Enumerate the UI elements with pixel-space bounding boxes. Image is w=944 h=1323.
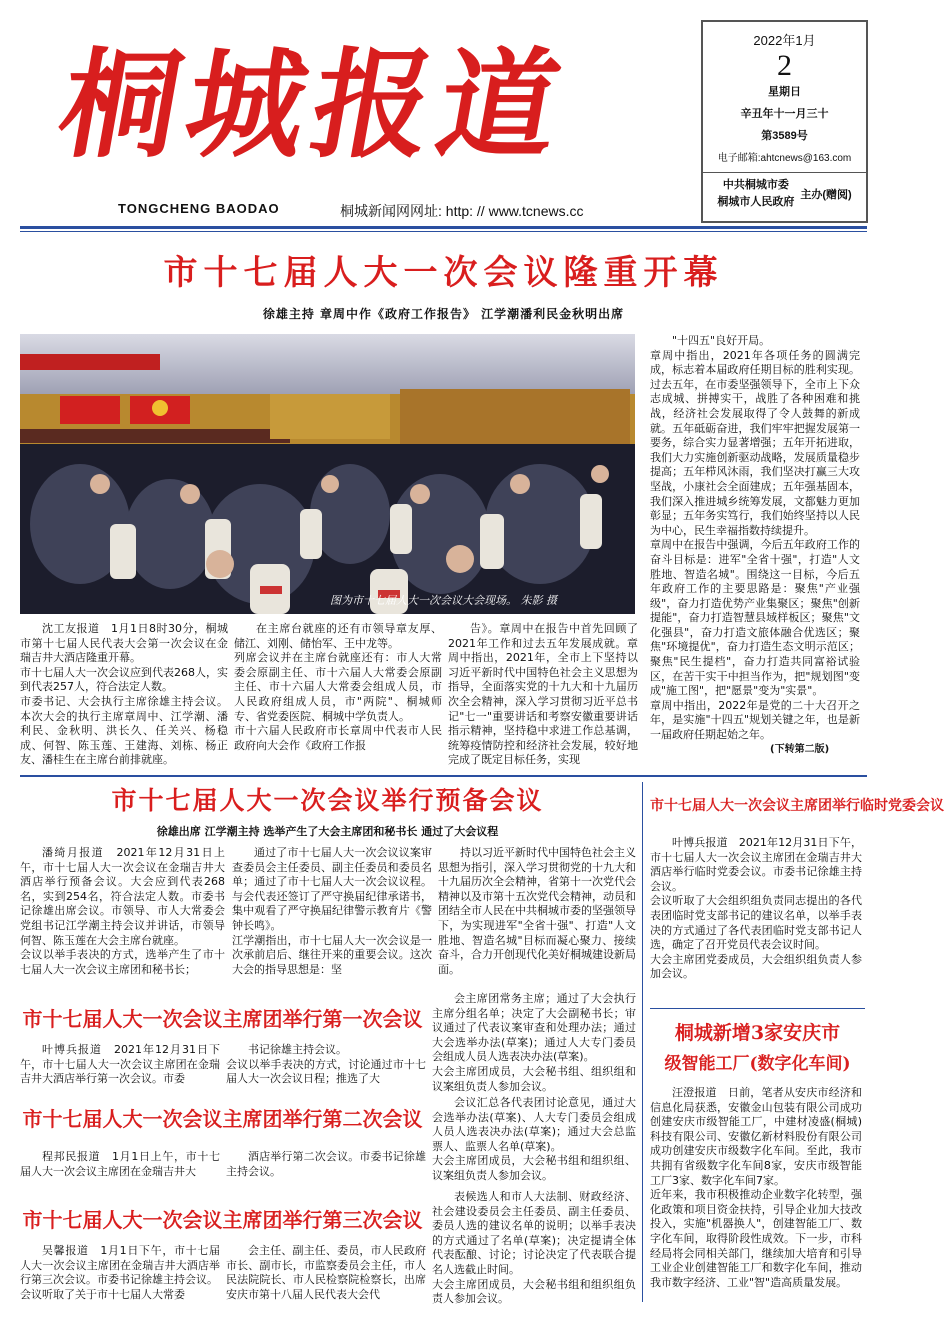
art5-column-3	[432, 1190, 636, 1308]
lead-continued: (下转第二版)	[770, 744, 830, 755]
side2-text: 汪澄报道 日前，笔者从安庆市经济和信息化局获悉，安徽金山包装有限公司成功创建安庆市级智能工厂，中建材凌盛(桐城)科技有限公司、安徽亿新材料股份有限公司成功创建安庆市级数字化车间。至此，我市共拥有省级数字化车间8家，安庆市级智能工厂3家、数字化车间7家。 近年来，我市积极推动企业数字化转型，强化政策和项目资金扶持，引导企业加大技改投入，实施"机器换人"，创建智能工厂、数字化车间，取得阶段性成效。下一步，市科经局将会同相关部门，继续加大培育和引导工业企业创建智能工厂和数字化车间，推动我市数字经济、工业"智"造高质量发展。	[650, 1086, 862, 1289]
art4-col2-text: 酒店举行第二次会议。市委书记徐雄主持会议。	[226, 1150, 426, 1178]
column-divider	[642, 782, 643, 1302]
lead-column-2	[234, 622, 442, 772]
art4-column-1	[20, 1150, 220, 1182]
side1-text: 叶博兵报道 2021年12月31日下午，市十七届人大一次会议主席团在金瑞吉井大酒店举行临时党委会议。市委书记徐雄主持会议。 会议听取了大会组织组负责同志提出的各代表团临时党支部书记的建议名单，以举手表决的方式通过了各代表团临时党支部书记人选，确定了召开党员代表会议时间。 大会主席团党委成员，大会组织组负责人参加会议。	[650, 836, 862, 981]
sponsor-party: 中共桐城市委	[722, 179, 789, 191]
art2-col2-text: 通过了市十七届人大一次会议议案审查委员会主任委员、副主任委员和委员名单；通过了市十七届人大一次会议议程。与会代表还签订了严守换届纪律承诺书，集中观看了严守换届纪律警示教育片《警钟长鸣》。 江学潮指出，市十七届人大一次会议是一次承前启后、继往开来的重要会议。这次大会的指导思想是：坚	[232, 846, 432, 976]
lead-column-1	[20, 622, 228, 772]
art5-col2-text: 会主任、副主任、委员，市人民政府市长、副市长，市监察委员会主任，市人民法院院长、市人民检察院检察长，出席安庆市第十八届人民代表大会代	[226, 1244, 426, 1301]
art2-column-2	[232, 846, 432, 986]
art2-column-1	[20, 846, 225, 986]
art2-column-3	[438, 846, 636, 986]
art5-column-1	[20, 1244, 220, 1308]
lead-subtitle: 徐雄主持 章周中作《政府工作报告》 江学潮潘利民金秋明出席	[262, 307, 625, 321]
art3-col2-text: 书记徐雄主持会议。 会议以举手表决的方式，讨论通过市十七届人大一次会议日程；推选了大	[226, 1043, 426, 1086]
conference-hall-image	[20, 334, 635, 614]
side1-body	[650, 836, 862, 1004]
art5-col1-text: 吴馨报道 1月1日下午，市十七届人大一次会议主席团在金瑞吉井大酒店举行第三次会议。市委书记徐雄主持会议。 会议听取了关于市十七届人大常委	[20, 1244, 220, 1301]
issue-day: 2	[777, 49, 792, 82]
lead-column-3	[448, 622, 638, 772]
third-session-headline: 市十七届人大一次会议主席团举行第三次会议	[22, 1208, 423, 1232]
conference-photo	[20, 334, 635, 614]
issue-weekday: 星期日	[768, 86, 801, 98]
issue-lunar: 辛丑年十一月三十	[740, 108, 829, 120]
issue-info-box	[701, 20, 868, 223]
side2-body	[650, 1086, 862, 1308]
section-rule	[20, 775, 867, 777]
lead-col2-text: 在主席台就座的还有市领导章友厚、储江、刘刚、储怡军、王中龙等。 列席会议并在主席台就座还有：市人大常委会原副主任、市十六届人大常委会原副主任、市十六届人大常委会组成人员，市人民政府组成人员，市"两院"、桐城师专、省党委医院、桐城中学负责人。 市十六届人民政府市长章周中代表市人民政府向大会作《政府工作报	[234, 622, 442, 752]
lead-column-4	[650, 334, 860, 742]
art3-col1-text: 叶博兵报道 2021年12月31日下午，市十七届人大一次会议主席团在金瑞吉井大酒店举行第一次会议。市委	[20, 1043, 220, 1086]
art2-col1-text: 潘绮月报道 2021年12月31日上午，市十七届人大一次会议在金瑞吉井大酒店举行预备会议。大会应到代表268名，实到254名，符合法定人数。市委书记徐雄出席会议。市领导、市人大常委会党组书记江学潮主持会议并讲话，市领导何智、陈玉莲在大会主席台就座。 会议以举手表决的方式，选举产生了市十七届人大一次会议主席团和秘书长；	[20, 846, 225, 976]
second-session-headline: 市十七届人大一次会议主席团举行第二次会议	[22, 1107, 423, 1131]
smart-factory-headline-2: 级智能工厂(数字化车间)	[664, 1054, 851, 1074]
lead-headline: 市十七届人大一次会议隆重开幕	[163, 253, 724, 293]
art5-column-2	[226, 1244, 426, 1308]
art2-col3-text: 持以习近平新时代中国特色社会主义思想为指引，深入学习贯彻党的十九大和十九届历次全会精神，省第十一次党代会精神以及市第十五次党代会精神，动员和团结全市人民在中共桐城市委的坚强领导下，为实现进军"全省十强"、打造"人文胜地、智造名城"目标而凝心聚力、接续奋斗，合力开创现代化美好桐城建设新局面。	[438, 846, 636, 976]
issue-email: 电子邮箱:ahtcnews@163.com	[717, 153, 852, 164]
lead-col1-text: 沈工友报道 1月1日8时30分，桐城市第十七届人民代表大会第一次会议在金瑞吉井大酒店隆重开幕。 市十七届人大一次会议应到代表268人，实到代表257人，符合法定人数。 市委书记、大会执行主席徐雄主持会议。本次大会的执行主席章周中、江学潮、潘利民、金秋明、洪长久、任关兴、杨稳成、何智、陈玉莲、王建海、刘栋、杨正友、潘桂生在主席台前排就座。	[20, 622, 228, 767]
issue-number: 第3589号	[761, 130, 808, 142]
art3-column-1	[20, 1043, 220, 1093]
preparatory-meeting-headline: 市十七届人大一次会议举行预备会议	[111, 786, 544, 815]
art4-column-3	[432, 1096, 636, 1188]
side-rule	[650, 1008, 865, 1009]
website-line: 桐城新闻网网址: http: // www.tcnews.cc	[340, 203, 584, 219]
issue-date: 2022年1月	[753, 33, 816, 48]
art4-column-2	[226, 1150, 426, 1182]
header-rule	[20, 226, 867, 229]
art3-column-2	[226, 1043, 426, 1093]
masthead-pinyin: TONGCHENG BAODAO	[118, 201, 280, 216]
first-session-headline: 市十七届人大一次会议主席团举行第一次会议	[22, 1007, 423, 1031]
art4-col3-text: 会议汇总各代表团讨论意见，通过大会选举办法(草案)、人大专门委员会组成人员人选表决办法(草案)；通过大会总监票人、监票人名单(草案)。 大会主席团成员，大会秘书组和组织组、议案组负责人参加会议。	[432, 1096, 636, 1182]
lead-col4-text: "十四五"良好开局。 章周中指出，2021年各项任务的圆满完成，标志着本届政府任期目标的胜利实现。过去五年，在市委坚强领导下，全市上下众志成城、拼搏实干，战胜了各种困难和挑战，经济社会发展取得了令人鼓舞的新成就。五年砥砺奋进，我们牢牢把握发展第一要务，综合实力显著增强；五年开拓进取，我们大力实施创新驱动战略，发展质量稳步提高；五年栉风沐雨，我们坚决打赢三大攻坚战，小康社会全面建成；五年强基固本，我们深入推进城乡统筹发展，文都魅力更加彰显；五年务实笃行，我们始终坚持以人民为中心，民生幸福指数持续提升。 章周中在报告中强调，今后五年政府工作的奋斗目标是：进军"全省十强"，打造"人文胜地、智造名城"。围绕这一目标，今后五年政府工作的主要思路是：聚焦"产业强级"，奋力打造优势产业集聚区；聚焦"创新提能"，奋力打造智慧县域样板区；聚焦"文化强县"，奋力打造文旅体融合优选区；聚焦"环境提优"，奋力打造生态文明示范区；聚焦"民生提档"，奋力打造共同富裕试验区，在苦干实干中担当作为，把"规划图"变成"施工图"，把"愿景"变为"实景"。 章周中指出，2022年是党的二十大召开之年，是实施"十四五"规划关键之年，也是新一届政府任期起始之年。	[650, 334, 860, 742]
preparatory-meeting-subtitle: 徐雄出席 江学潮主持 选举产生了大会主席团和秘书长 通过了大会议程	[156, 825, 499, 838]
art3-col3-text: 会主席团常务主席；通过了大会执行主席分组名单；决定了大会副秘书长；审议通过了代表议案审查和处理办法；通过大会选举办法(草案)；通过人大专门委员会组成人员人选表决办法(草案)。 大会主席团成员，大会秘书组、组织组和议案组负责人参加会议。	[432, 992, 636, 1093]
art4-col1-text: 程邦民报道 1月1日上午，市十七届人大一次会议主席团在金瑞吉井大	[20, 1150, 220, 1178]
lead-col3-text: 告》。章周中在报告中首先回顾了2021年工作和过去五年发展成就。章周中指出，2021年，全市上下坚持以习近平新时代中国特色社会主义思想为指导，全面落实党的十九大和十九届历次全会精神，深入学习贯彻习近平总书记"七一"重要讲话和考察安徽重要讲话指示精神，坚持稳中求进工作总基调，统筹疫情防控和经济社会发展，较好地完成了既定目标任务，实现	[448, 622, 638, 767]
smart-factory-headline-1: 桐城新增3家安庆市	[674, 1022, 841, 1044]
sponsor-gov: 桐城市人民政府	[717, 196, 795, 208]
header-rule-thin	[20, 231, 867, 232]
art5-col3-text: 表候选人和市人大法制、财政经济、社会建设委员会主任委员、副主任委员、委员人选的建议名单的说明；以举手表决的方式通过了名单(草案)；决定提请全体代表酝酿、讨论；讨论决定了代表联合提名人选截止时间。 大会主席团成员，大会秘书组和组织组负责人参加会议。	[432, 1190, 636, 1306]
art3-column-3	[432, 992, 636, 1094]
photo-caption: 图为市十七届人大一次会议大会现场。 朱影 摄	[330, 594, 557, 607]
party-committee-headline: 市十七届人大一次会议主席团举行临时党委会议	[650, 798, 944, 814]
sponsor-tag: 主办(赠阅)	[800, 189, 852, 201]
masthead-title: 桐城报道	[49, 35, 579, 174]
